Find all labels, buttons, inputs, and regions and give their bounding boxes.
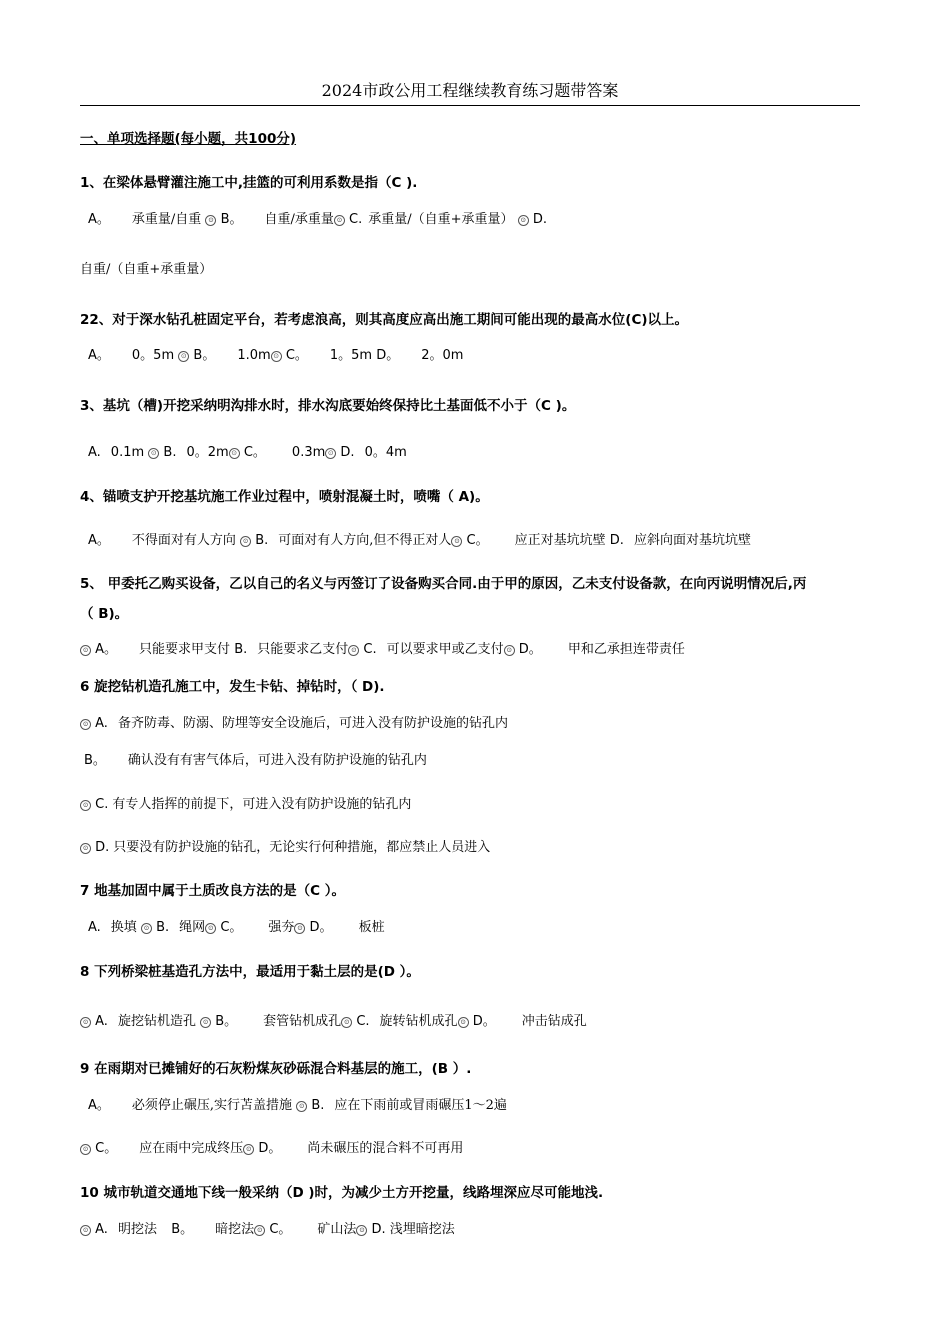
option-c-letter: C。 <box>243 445 266 460</box>
option-b-letter: B。 <box>84 753 106 768</box>
option-d-letter: D. <box>340 445 355 460</box>
question-7-stem: 7 地基加固中属于土质改良方法的是（C ）。 <box>80 883 345 899</box>
option-c-text: 矿山法 <box>317 1222 357 1237</box>
option-b-letter: B。 <box>193 348 216 363</box>
option-c-letter: C。 <box>285 348 308 363</box>
question-6-option-c <box>80 796 870 814</box>
option-d-letter: D。 <box>309 920 333 935</box>
circle-mark-icon: ⊙ <box>80 1225 91 1236</box>
option-a-letter: A. <box>95 1222 108 1237</box>
option-d-text: 应斜向面对基坑坑壁 <box>633 533 751 548</box>
circle-mark-icon: ⊙ <box>518 215 529 226</box>
option-c-letter: C。 <box>95 1141 118 1156</box>
option-a-text: 0.1m <box>110 445 145 460</box>
question-6-option-b <box>84 752 874 770</box>
option-a-text: 只能要求甲支付 <box>139 642 231 657</box>
circle-mark-icon: ⊙ <box>504 645 515 656</box>
question-3-stem: 3、基坑（槽)开挖采纳明沟排水时，排水沟底要始终保持比土基面低不小于（C )。 <box>80 398 576 414</box>
option-a-text: 必须停止碾压,实行苫盖措施 <box>131 1098 293 1113</box>
question-4-options <box>88 532 878 550</box>
option-d-letter: D. <box>95 840 110 855</box>
question-8-stem: 8 下列桥梁桩基造孔方法中，最适用于黏土层的是(D ）。 <box>80 964 420 980</box>
option-d-letter: D。 <box>472 1014 496 1029</box>
circle-mark-icon: ⊙ <box>254 1225 265 1236</box>
option-c-letter: C. <box>95 797 109 812</box>
question-10-stem: 10 城市轨道交通地下线一般采纳（D )时，为减少土方开挖量，线路埋深应尽可能地浅. <box>80 1185 604 1201</box>
question-3-options <box>88 444 878 462</box>
circle-mark-icon: ⊙ <box>148 448 159 459</box>
option-a-text: 承重量/自重 <box>131 212 202 227</box>
question-5-stem: 5、 甲委托乙购买设备，乙以自己的名义与丙签订了设备购买合同.由于甲的原因，乙未支付设备款，在向丙说明情况后,丙 <box>80 576 807 592</box>
circle-mark-icon: ⊙ <box>458 1017 469 1028</box>
circle-mark-icon: ⊙ <box>229 448 240 459</box>
option-b-letter: B. <box>311 1098 325 1113</box>
option-b-text: 只能要求乙支付 <box>257 642 349 657</box>
option-b-letter: B。 <box>220 212 243 227</box>
question-1-options <box>88 211 878 229</box>
question-2-options <box>88 347 878 365</box>
document-title: 2024市政公用工程继续教育练习题带答案 <box>321 81 619 100</box>
option-b-text: 0。2m <box>186 445 229 460</box>
option-a-text: 0。5m <box>131 348 175 363</box>
option-d-text: 0。4m <box>364 445 407 460</box>
option-d-letter: D. <box>371 1222 386 1237</box>
question-6-option-d <box>80 839 870 857</box>
option-d-text: 冲击钻成孔 <box>521 1014 587 1029</box>
question-5-options <box>80 641 870 659</box>
option-d-letter: D。 <box>518 642 542 657</box>
question-2-stem: 22、对于深水钻孔桩固定平台，若考虑浪高，则其高度应高出施工期间可能出现的最高水位(C)以上。 <box>80 312 689 328</box>
option-b-text: 套管钻机成孔 <box>263 1014 342 1029</box>
option-c-letter: C。 <box>269 1222 292 1237</box>
circle-mark-icon: ⊙ <box>80 800 91 811</box>
option-a-letter: A. <box>95 1014 108 1029</box>
circle-mark-icon: ⊙ <box>240 536 251 547</box>
option-a-text: 备齐防毒、防溺、防埋等安全设施后，可进入没有防护设施的钻孔内 <box>117 716 508 731</box>
option-b-letter: B. <box>156 920 170 935</box>
option-a-letter: A。 <box>95 642 118 657</box>
circle-mark-icon: ⊙ <box>341 1017 352 1028</box>
question-8-options <box>80 1013 870 1031</box>
circle-mark-icon: ⊙ <box>200 1017 211 1028</box>
question-6-stem: 6 旋挖钻机造孔施工中，发生卡钻、掉钻时，（ D). <box>80 679 385 695</box>
title-divider <box>80 105 860 106</box>
option-d-text: 2。0m <box>421 348 464 363</box>
option-c-letter: C。 <box>466 533 489 548</box>
option-d-letter: D. <box>609 533 624 548</box>
circle-mark-icon: ⊙ <box>296 1101 307 1112</box>
option-a-letter: A. <box>88 920 101 935</box>
option-c-text: 0.3m <box>291 445 326 460</box>
option-a-letter: A。 <box>88 1098 110 1113</box>
option-a-text: 不得面对有人方向 <box>131 533 236 548</box>
option-d-letter: D。 <box>258 1141 282 1156</box>
option-a-letter: A. <box>95 716 108 731</box>
circle-mark-icon: ⊙ <box>356 1225 367 1236</box>
option-d-text: 浅埋暗挖法 <box>389 1222 455 1237</box>
option-b-text: 1.0m <box>237 348 271 363</box>
circle-mark-icon: ⊙ <box>243 1144 254 1155</box>
circle-mark-icon: ⊙ <box>334 215 345 226</box>
circle-mark-icon: ⊙ <box>80 843 91 854</box>
option-c-letter: C. <box>349 212 363 227</box>
option-c-text: 承重量/（自重+承重量） <box>368 212 514 227</box>
option-b-text: 可面对有人方向,但不得正对人 <box>278 533 452 548</box>
question-9-options-row2 <box>80 1140 870 1158</box>
circle-mark-icon: ⊙ <box>80 719 91 730</box>
question-5-stem-continued: （ B)。 <box>80 606 129 622</box>
option-c-text: 应在雨中完成终压 <box>139 1141 244 1156</box>
option-d-letter: D. <box>532 212 547 227</box>
option-b-letter: B。 <box>215 1014 238 1029</box>
option-b-text: 自重/承重量 <box>264 212 334 227</box>
option-a-letter: A。 <box>88 533 110 548</box>
option-d-text: 只要没有防护设施的钻孔，无论实行何种措施，都应禁止人员进入 <box>113 840 491 855</box>
option-c-text: 强夯 <box>268 920 295 935</box>
question-6-option-a <box>80 715 870 733</box>
circle-mark-icon: ⊙ <box>141 923 152 934</box>
option-b-letter: B. <box>163 445 177 460</box>
section-heading: 一、单项选择题(每小题，共100分) <box>80 131 297 147</box>
circle-mark-icon: ⊙ <box>80 1017 91 1028</box>
question-4-stem: 4、锚喷支护开挖基坑施工作业过程中，喷射混凝土时，喷嘴（ A)。 <box>80 489 489 505</box>
option-b-text: 暗挖法 <box>215 1222 255 1237</box>
option-d-text: 尚未碾压的混合料不可再用 <box>307 1141 464 1156</box>
circle-mark-icon: ⊙ <box>451 536 462 547</box>
option-c-text: 旋转钻机成孔 <box>379 1014 458 1029</box>
option-a-text: 明挖法 <box>117 1222 157 1237</box>
circle-mark-icon: ⊙ <box>80 1144 91 1155</box>
circle-mark-icon: ⊙ <box>325 448 336 459</box>
circle-mark-icon: ⊙ <box>205 215 216 226</box>
option-c-text: 可以要求甲或乙支付 <box>386 642 504 657</box>
option-b-text: 确认没有有害气体后，可进入没有防护设施的钻孔内 <box>127 753 427 768</box>
option-c-letter: C。 <box>220 920 243 935</box>
circle-mark-icon: ⊙ <box>294 923 305 934</box>
question-1-option-d-text: 自重/（自重+承重量） <box>80 262 213 277</box>
question-9-options-row1 <box>88 1097 878 1115</box>
option-c-letter: C. <box>356 1014 370 1029</box>
option-d-letter: D。 <box>376 348 400 363</box>
option-d-text: 板桩 <box>358 920 385 935</box>
circle-mark-icon: ⊙ <box>348 645 359 656</box>
question-9-stem: 9 在雨期对已摊铺好的石灰粉煤灰砂砾混合料基层的施工，(B ）. <box>80 1061 472 1077</box>
circle-mark-icon: ⊙ <box>178 351 189 362</box>
circle-mark-icon: ⊙ <box>271 351 282 362</box>
question-7-options <box>88 919 878 937</box>
option-a-letter: A。 <box>88 212 110 227</box>
option-c-letter: C. <box>363 642 377 657</box>
option-b-letter: B. <box>234 642 248 657</box>
circle-mark-icon: ⊙ <box>205 923 216 934</box>
option-b-letter: B. <box>255 533 269 548</box>
circle-mark-icon: ⊙ <box>80 645 91 656</box>
option-d-text: 甲和乙承担连带责任 <box>567 642 685 657</box>
question-10-options <box>80 1221 870 1239</box>
question-1-stem: 1、在梁体悬臂灌注施工中,挂篮的可利用系数是指（C ). <box>80 175 418 191</box>
option-c-text: 应正对基坑坑壁 <box>514 533 606 548</box>
option-a-text: 旋挖钻机造孔 <box>117 1014 196 1029</box>
option-b-letter: B。 <box>171 1222 194 1237</box>
option-b-text: 应在下雨前或冒雨碾压1～2遍 <box>334 1098 507 1113</box>
option-c-text: 有专人指挥的前提下，可进入没有防护设施的钻孔内 <box>112 797 412 812</box>
option-a-letter: A. <box>88 445 101 460</box>
option-c-text: 1。5m <box>329 348 373 363</box>
option-a-text: 换填 <box>110 920 137 935</box>
option-b-text: 绳网 <box>179 920 206 935</box>
option-a-letter: A。 <box>88 348 110 363</box>
